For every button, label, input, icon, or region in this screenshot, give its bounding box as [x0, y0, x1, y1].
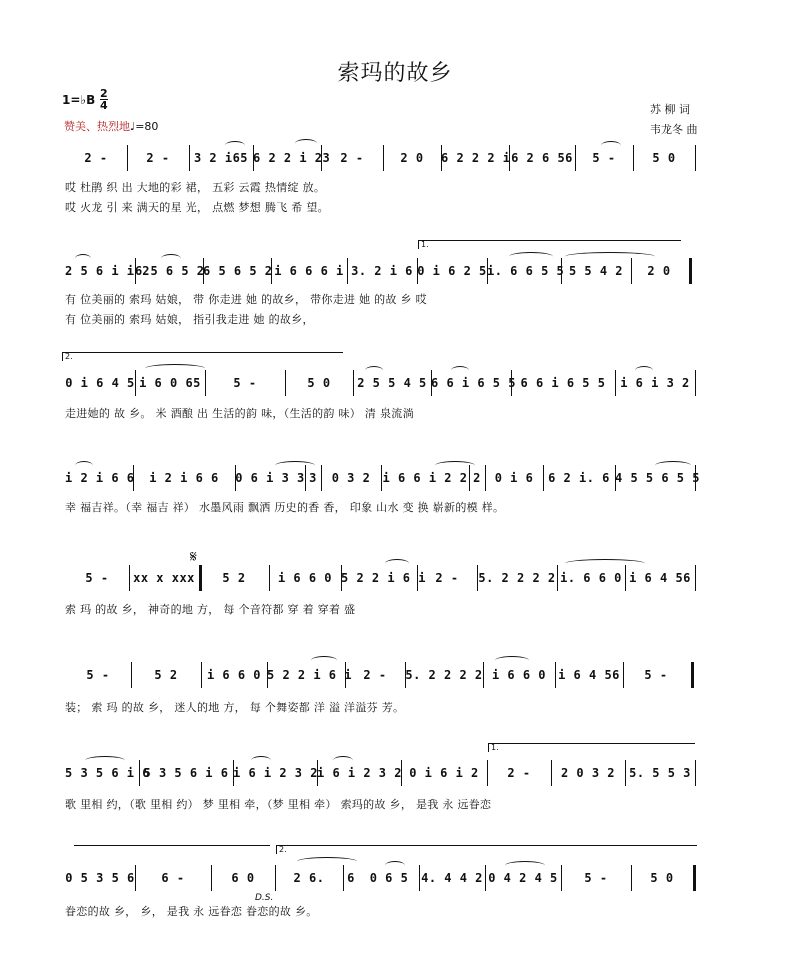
- measure: 5 0: [307, 376, 331, 390]
- measure: 2 0: [400, 151, 424, 165]
- slur: [565, 559, 645, 568]
- lyric-line: 幸 福吉祥。（幸 福吉 祥） 水墨风雨 飘洒 历史的香 香， 印象 山水 变 换 崭新的模 样。: [65, 501, 505, 514]
- measure: 5 3 5 6 i 6: [65, 766, 150, 780]
- slur: [85, 756, 125, 765]
- volta-line: [74, 845, 270, 854]
- measure: i. 6 6 0: [560, 571, 622, 585]
- measure: i 2 i 6 6: [65, 471, 135, 485]
- staff-line: [65, 258, 697, 284]
- lyric-line: 歌 里相 约，（歌 里相 约） 梦 里相 牵，（梦 里相 牵） 索玛的故 乡， 是我 永 远眷恋: [65, 798, 492, 811]
- measure: i 6 6 0: [277, 571, 333, 585]
- staff-line: [65, 760, 697, 786]
- measure: 4 5 5 6 5 5: [615, 471, 700, 485]
- composer-credit: 韦龙冬 曲: [650, 123, 698, 136]
- slur: [385, 861, 405, 870]
- measure: 6 5 6 5 2: [203, 264, 273, 278]
- measure: i 6 4 56: [629, 571, 691, 585]
- measure: 5 2: [222, 571, 246, 585]
- measure: 2 -: [363, 668, 387, 682]
- measure: i 6 6 0: [206, 668, 262, 682]
- measure: 0 6 i 3 3: [235, 471, 305, 485]
- slur: [451, 366, 469, 375]
- segno-sign: 𝄋: [190, 547, 197, 566]
- credits: [650, 100, 698, 140]
- measure: i 6 i 2 3 2: [317, 766, 402, 780]
- measure: i 6 i 3 2: [620, 376, 690, 390]
- measure: i 6 6 i 2 2: [382, 471, 468, 485]
- dal-segno-marking: D.S.: [255, 893, 274, 903]
- measure: 6 2 6 56: [511, 151, 573, 165]
- staff-line: [65, 662, 697, 688]
- song-title: 索玛的故乡: [337, 61, 453, 86]
- volta-number: 1.: [421, 240, 429, 249]
- slur: [333, 756, 353, 765]
- measure: 5 -: [86, 668, 110, 682]
- measure: 2 6.: [293, 871, 325, 885]
- slur: [565, 252, 655, 261]
- slur: [225, 141, 245, 150]
- measure: 6 5 6 5 2: [135, 264, 205, 278]
- measure: 2 -: [435, 571, 459, 585]
- measure: 5 0: [652, 151, 676, 165]
- measure: 6 6 i 6 5 5: [520, 376, 606, 390]
- slur: [385, 559, 409, 568]
- lyric-line: 走进她的 故 乡。 米 酒酿 出 生活的韵 味，（生活的韵 味） 清 泉流淌: [65, 407, 414, 420]
- volta-number: 2.: [65, 352, 73, 361]
- slur: [505, 861, 545, 870]
- lyric-line: 有 位美丽的 索玛 姑娘， 带 你走进 她 的故乡， 带你走进 她 的故 乡 哎: [65, 293, 427, 306]
- measure: 5 -: [644, 668, 668, 682]
- measure: 5 2 2 i 6 i: [267, 668, 352, 682]
- volta-second-ending: [276, 845, 697, 854]
- slur: [495, 656, 529, 665]
- measure: 0 i 6 2 5: [417, 264, 487, 278]
- slur: [75, 254, 91, 263]
- measure: 4. 4 4 2: [421, 871, 483, 885]
- slur: [365, 366, 383, 375]
- measure: 6 0: [231, 871, 255, 885]
- measure: 5 3 5 6 i 6: [143, 766, 229, 780]
- measure: i 6 6 6 i: [274, 264, 344, 278]
- lyric-line: 索 玛 的故 乡， 神奇的地 方， 每 个音符都 穿 着 穿着 盛: [65, 603, 356, 616]
- measure: xx x xxx: [133, 571, 195, 585]
- measure: 2 0 3 2: [560, 766, 616, 780]
- measure: 0 6 5: [369, 871, 409, 885]
- barline: [695, 760, 696, 786]
- lyric-line: 装； 索 玛 的故 乡， 迷人的地 方， 每 个舞姿都 洋 溢 洋溢芬 芳。: [65, 701, 405, 714]
- measure: 3: [309, 471, 317, 485]
- measure: 2 0: [647, 264, 671, 278]
- measure: 5. 5 5 3: [629, 766, 691, 780]
- lyricist-credit: 苏 柳 词: [650, 103, 690, 116]
- barline: [695, 565, 696, 591]
- measure: 2 -: [146, 151, 170, 165]
- staff-line: [65, 145, 697, 171]
- lyric-line: 有 位美丽的 索玛 姑娘， 指引我走进 她 的故乡，: [65, 313, 314, 326]
- volta-second-ending: [62, 352, 343, 361]
- slur: [251, 756, 271, 765]
- volta-number: 1.: [491, 743, 499, 752]
- measure: 6 6 i 6 5 5: [431, 376, 516, 390]
- measure: 5 -: [233, 376, 257, 390]
- slur: [297, 857, 357, 866]
- final-barline: [693, 865, 696, 891]
- repeat-end-barline: [691, 662, 694, 688]
- measure: 6 2 i. 6: [548, 471, 610, 485]
- time-signature: [100, 88, 108, 111]
- lyric-line: 眷恋的故 乡， 乡， 是我 永 远眷恋 眷恋的故 乡。: [65, 905, 318, 918]
- tempo-text: 赞美、热烈地: [64, 120, 130, 133]
- measure: 3 2 i65: [193, 151, 249, 165]
- measure: 6 2 2 2 i: [441, 151, 511, 165]
- slur: [601, 141, 621, 150]
- slur: [509, 252, 553, 261]
- repeat-end-barline: [689, 258, 692, 284]
- staff-line: [65, 865, 697, 891]
- slur: [295, 139, 317, 148]
- measure: 0 3 2: [331, 471, 371, 485]
- measure: i 2 i 6 6: [149, 471, 219, 485]
- time-signature-top: 2: [100, 87, 108, 100]
- measure: i 6 0 65: [139, 376, 201, 390]
- slur: [145, 364, 205, 373]
- tempo-marking: [64, 118, 158, 134]
- measure: i 6 6 0: [491, 668, 547, 682]
- measure: 6 2 2 i 23: [253, 151, 331, 165]
- slur: [311, 656, 337, 665]
- staff-line: [65, 370, 697, 396]
- lyric-line: 哎 杜鹃 织 出 大地的彩 裙， 五彩 云霞 热情绽 放。: [65, 181, 326, 194]
- measure: 5 2 2 i 6 i: [341, 571, 426, 585]
- measure: 3. 2 i 6: [351, 264, 413, 278]
- slur: [635, 366, 653, 375]
- measure: 5 -: [592, 151, 616, 165]
- staff-line: [65, 465, 700, 491]
- staff-line: [65, 565, 697, 591]
- key-signature: 1=♭B: [62, 93, 96, 107]
- measure: 2 5 5 4 5: [357, 376, 427, 390]
- volta-first-ending: [418, 240, 681, 249]
- slur: [435, 461, 475, 470]
- measure: 0 i 6 4 5: [65, 376, 135, 390]
- measure: 5. 2 2 2 2: [478, 571, 556, 585]
- measure: 6: [347, 871, 355, 885]
- measure: 2 -: [84, 151, 108, 165]
- measure: 0 i 6: [494, 471, 534, 485]
- slur: [161, 254, 181, 263]
- measure: 5 2: [154, 668, 178, 682]
- measure: 2 -: [507, 766, 531, 780]
- measure: i 6 i 2 3 2: [233, 766, 318, 780]
- time-signature-bottom: 4: [100, 99, 108, 112]
- volta-number: 2.: [279, 845, 287, 854]
- measure: 2 5 6 i i 2: [65, 264, 150, 278]
- slur: [75, 461, 93, 470]
- measure: 5. 2 2 2 2: [405, 668, 483, 682]
- measure: 0 i 6 i 2: [409, 766, 479, 780]
- measure: 5 0: [650, 871, 674, 885]
- slur: [275, 461, 315, 470]
- measure: i. 6 6 5 5: [487, 264, 565, 278]
- measure: 5 -: [584, 871, 608, 885]
- barline: [695, 370, 696, 396]
- measure: i 6 4 56: [558, 668, 620, 682]
- measure: 2 -: [340, 151, 364, 165]
- volta-first-ending: [488, 743, 695, 752]
- barline: [695, 145, 696, 171]
- measure: 5 -: [85, 571, 109, 585]
- slur: [655, 461, 691, 470]
- measure: 0 4 2 4 5: [488, 871, 558, 885]
- measure: 0 5 3 5 6: [65, 871, 135, 885]
- measure: 5 5 4 2: [568, 264, 624, 278]
- tempo-bpm: ♩=80: [130, 120, 159, 133]
- lyric-line: 哎 火龙 引 来 满天的星 光， 点燃 梦想 腾飞 希 望。: [65, 201, 329, 214]
- measure: 2: [473, 471, 481, 485]
- measure: 6 -: [161, 871, 185, 885]
